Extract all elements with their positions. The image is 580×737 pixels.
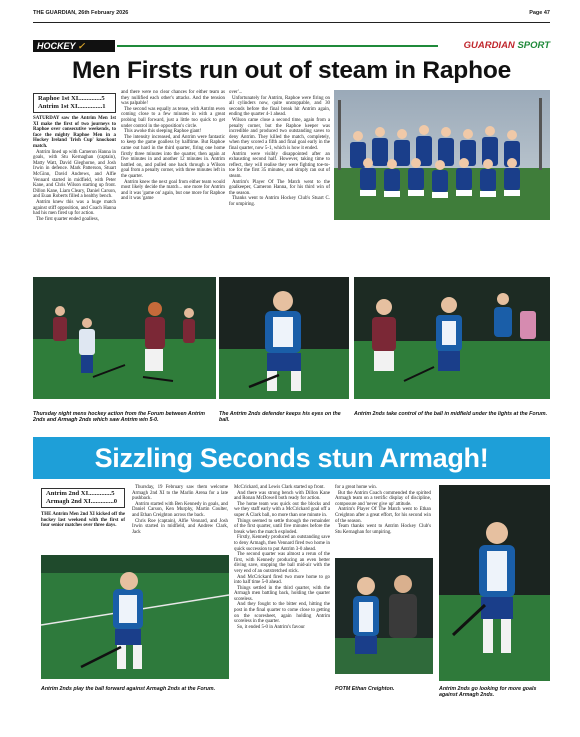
article1-paragraph: Antrim knew this was a huge match against stiff opposition, and Coach Hanna had his men fired up for action. bbox=[33, 199, 116, 217]
article2-paragraph: Things settled in the third quarter, with the Armagh men battling back, holding the quarter scoreless. bbox=[234, 585, 330, 602]
section-tag-label: HOCKEY bbox=[37, 41, 76, 51]
article1-paragraph: Unfortunately for Antrim, Raphoe were firing on all cylinders now, quite unstoppable, and 30 seconds before the final break hit Antrim again, ending the quarter 4-1 ahead. bbox=[229, 95, 330, 118]
team-photo bbox=[334, 90, 550, 220]
article1-paragraph: Antrim were visibly disappointed after an exhausting second half. However, taking time to reflect, they will realise they were fighting toe-to-toe for the first 35 minutes, and simply ran out of steam. bbox=[229, 151, 330, 179]
article2-headline: Sizzling Seconds stun Armagh! bbox=[33, 437, 550, 479]
score-home: Raphoe 1st XI..............5 bbox=[38, 95, 105, 102]
score-away: Armagh 2nd XI..............0 bbox=[46, 498, 118, 505]
action-photo-5-image bbox=[439, 485, 550, 681]
article1-paragraph: over'... bbox=[229, 90, 243, 95]
article2-column-2 bbox=[132, 485, 228, 535]
article2-scorebox bbox=[41, 488, 125, 508]
article1-paragraph: and there were no clear chances for either team as they nullified each other's attacks. And the tension was palpable! bbox=[121, 90, 225, 107]
article2-paragraph: But the Antrim Coach commended the spirited Armagh team on a terrific display of discipline, composure and 'never give up' attitude. bbox=[335, 490, 431, 507]
article1-paragraph: Antrim knew the next goal from either team would most likely decide the match... one more for Antrim and it was 'game on' again, but one more for Raphoe and it was 'game bbox=[121, 179, 225, 202]
article2-paragraph: And there was strong bench with Dillon Kane and Ronan McDowell both ready for action. bbox=[234, 490, 330, 502]
article2-column-1 bbox=[41, 512, 125, 529]
brand-primary: GUARDIAN bbox=[463, 40, 515, 51]
action-photo-2 bbox=[219, 277, 349, 399]
article2-column-4 bbox=[335, 485, 431, 535]
action-photo-2-image bbox=[219, 277, 349, 399]
article2-column-3 bbox=[234, 485, 330, 630]
article1-paragraph: Thanks went to Antrim Hockey Club's Stuart C. for umpiring. bbox=[229, 196, 330, 207]
section-tag bbox=[33, 40, 115, 52]
article2-paragraph: McCrickard, and Lewis Clark started up front. bbox=[234, 485, 325, 490]
action-photo-3 bbox=[354, 277, 550, 399]
article2-paragraph: Thursday, 19 February saw them welcome Armagh 2nd XI to the Marlin Arena for a late pushback. bbox=[132, 485, 228, 502]
action-photo-3-image bbox=[354, 277, 550, 399]
article2-paragraph: Things seemed to settle through the remainder of the first quarter, until five minutes before the break when the match exploded. bbox=[234, 518, 330, 535]
article1-headline: Men Firsts run out of steam in Raphoe bbox=[71, 57, 512, 84]
photo-caption-3: Antrim 2nds take control of the ball in midfield under the lights at the Forum. bbox=[354, 411, 548, 417]
article2-paragraph: Antrim's Player Of The Match went to Ethan Creighton after a great effort, for his second win of the season. bbox=[335, 507, 431, 524]
potm-photo bbox=[335, 558, 433, 674]
photo-caption-2: The Antrim 2nds defender keeps his eyes on the ball. bbox=[219, 411, 341, 424]
section-bar bbox=[33, 40, 550, 52]
article1-lead: SATURDAY saw the Antrim Men 1st XI make the first of two journeys to Raphoe over consecutive weekends, to face the mighty Raphoe Men in a Hockey Ireland 'Irish Cup' knockout match. bbox=[33, 116, 116, 149]
article2-paragraph: And they fought to the bitter end, hitting the post in the final quarter to come close to getting on the scoresheet, again holding Antrim scoreless in the quarter. bbox=[234, 602, 330, 625]
action-photo-4 bbox=[41, 555, 229, 679]
score-home: Antrim 2nd XI..............5 bbox=[46, 490, 115, 497]
article2-paragraph: Team thanks went to Antrim Hockey Club's Stu Kernaghan for umpiring. bbox=[335, 524, 431, 535]
article2-paragraph: So, it ended 5-0 in Antrim's favour bbox=[237, 624, 305, 630]
article1-paragraph: The intensity increased, and Antrim were fantastic to keep the game goalless by halftime. But Raphoe came out hard in the third quarter, firing one home firstly three minutes into the quarter, then again at five minutes in and another 12 minutes in. Antrim battled on, and pulled one back through a Wilson goal from a penalty corner, with three minutes left in the quarter. bbox=[121, 134, 225, 179]
brand-secondary: SPORT bbox=[517, 40, 550, 51]
action-photo-4-image bbox=[41, 555, 229, 679]
photo-caption-4: Antrim 2nds play the ball forward against Armagh 2nds at the Forum. bbox=[41, 686, 216, 692]
article2-paragraph: for a great home win. bbox=[335, 485, 377, 490]
article1-paragraph: Antrim lined up with Cameron Hanna in goals, with Stu Kernaghan (captain), Matty Watt, David Gleghorne, and Josh Irwin in defence. Mark Patterson, Stuart McGinn, David Andrews, and Alfie Vennard started in midfield, with Peter Kane, and Chris Wilson starting up front. Dillon Kane, Liam Cleary, Daniel Carson, and Euan Roberts filled a healthy bench. bbox=[33, 149, 116, 200]
article2-paragraph: Firstly, Kennedy produced an outstanding save to deny Armagh, then Vennard fired two home in quick succession to put Antrim 3-0 ahead. bbox=[234, 535, 330, 552]
article1-column-3 bbox=[229, 90, 330, 207]
article2-lead: THE Antrim Men 2nd XI kicked off the hockey last weekend with the first of four senior matches over three days. bbox=[41, 512, 125, 529]
article2-paragraph: Chris Roe (captain), Alfie Vennard, and Josh Irwin started in midfield, and Andrew Clark, Jack bbox=[132, 518, 228, 535]
article1-paragraph: Antrim's Player Of The Match went to the goalkeeper, Cameron Hanna, for his third win of the season. bbox=[229, 179, 330, 196]
article2-paragraph: The home team was quick out the blocks and we they staff early with a McCrickard goal off a super A Clark ball, no more than one minute in. bbox=[234, 501, 330, 518]
hockey-stick-icon: ✓ bbox=[77, 41, 86, 51]
article2-paragraph: The second quarter was almost a rerun of the first, with Kennedy producing an even better diving save, stopping the ball mid-air with the very end of an outstretched stick. bbox=[234, 552, 330, 574]
article1-paragraph: The second was equally as tense, with Antrim even coming close to a few minutes in with a great probing ball forward, just a little too quick to get under control in the opposition's circle. bbox=[121, 106, 225, 129]
brand-logo bbox=[464, 40, 550, 52]
article1-column-2 bbox=[121, 90, 225, 202]
brand-divider bbox=[117, 45, 438, 47]
action-photo-1 bbox=[33, 277, 216, 399]
article1-paragraph: This awoke this sleeping Raphoe giant! bbox=[124, 129, 202, 135]
article1-column-1 bbox=[33, 116, 116, 222]
photo-caption-6: Antrim 2nds go looking for more goals against Armagh 2nds. bbox=[439, 686, 537, 699]
article1-scorebox bbox=[33, 93, 116, 113]
article1-paragraph: The first quarter ended goalless, bbox=[36, 216, 99, 222]
article1-paragraph: Wilson came close a second time, again from a penalty corner, but the Raphoe keeper was incredible and produced two outstanding saves to deny Antrim. They killed the match, completely, when they scored a fifth and final goal early in the final quarter, now 5-1, which is how it ended. bbox=[229, 117, 330, 151]
score-away: Antrim 1st XI...............1 bbox=[38, 103, 106, 110]
article2-paragraph: Antrim started with Ben Kennedy in goals, and Daniel Carson, Ken Murphy, Martin Coulter, and Ethan Creighton across the back. bbox=[132, 501, 228, 518]
publication-date: THE GUARDIAN, 26th February 2026 bbox=[33, 10, 129, 16]
potm-photo-image bbox=[335, 558, 433, 674]
masthead-rule bbox=[33, 22, 550, 23]
page-number: Page 47 bbox=[529, 10, 550, 16]
photo-caption-5: POTM Ethan Creighton. bbox=[335, 686, 395, 692]
article2-paragraph: And McCrickard fired two more home to go into half time 5-0 ahead. bbox=[234, 574, 330, 586]
action-photo-1-image bbox=[33, 277, 216, 399]
photo-caption-1: Thursday night mens hockey action from the Forum between Antrim 2nds and Armagh 2nds which saw Antrim win 5-0. bbox=[33, 411, 205, 424]
action-photo-5 bbox=[439, 485, 550, 681]
team-photo-image bbox=[334, 90, 550, 220]
masthead bbox=[33, 8, 550, 20]
